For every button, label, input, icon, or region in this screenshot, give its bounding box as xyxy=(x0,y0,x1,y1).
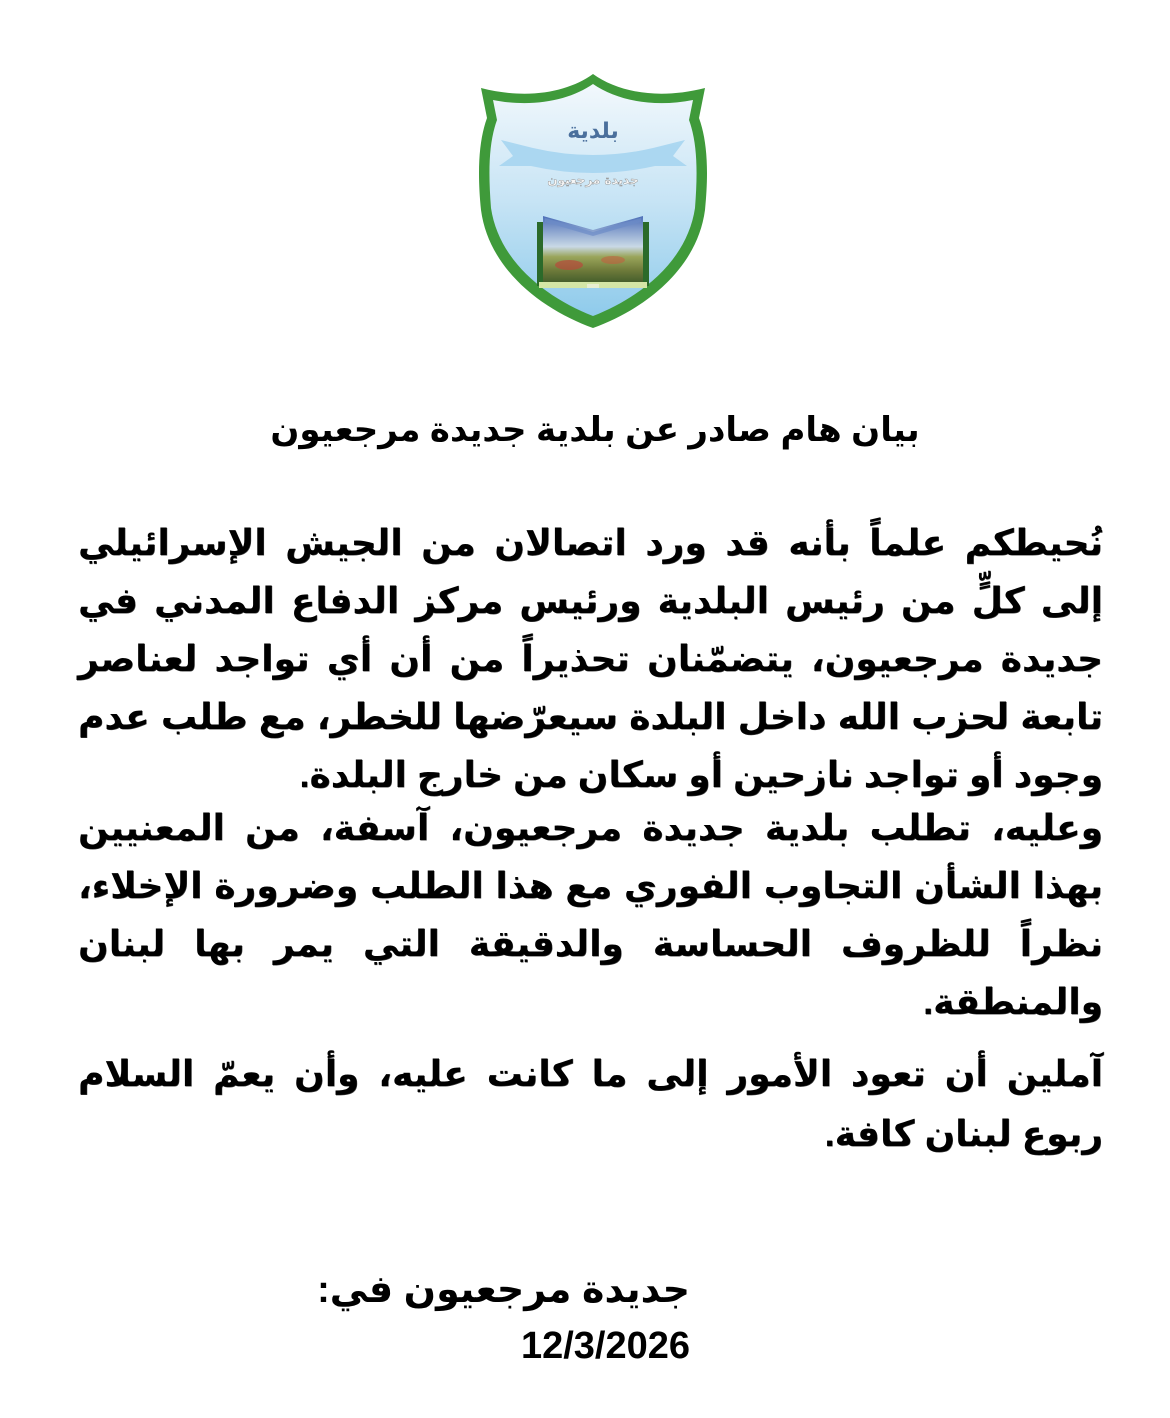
shield-emblem-icon xyxy=(473,70,713,332)
statement-title: بيان هام صادر عن بلدية جديدة مرجعيون xyxy=(270,411,920,449)
signature-date: 12/3/2026 xyxy=(520,1325,690,1367)
signature-place-label: جديدة مرجعيون في: xyxy=(317,1269,690,1311)
logo-top-text: بلدية xyxy=(567,119,619,144)
signature-line xyxy=(170,1262,690,1374)
statement-paragraph-2: وعليه، تطلب بلدية جديدة مرجعيون، آسفة، من المعنيين بهذا الشأن التجاوب الفوري مع هذا الطلب وضرورة الإخلاء، نظراً للظروف الحساسة والدقيقة التي يمر بها لبنان والمنطقة. xyxy=(78,807,1103,1022)
municipality-logo xyxy=(473,70,713,332)
logo-ribbon-text: جديدة مرجعيون xyxy=(547,173,639,187)
statement-paragraph-3: آملين أن تعود الأمور إلى ما كانت عليه، وأن يعمّ السلام ربوع لبنان كافة. xyxy=(78,1053,1103,1154)
statement-paragraph-1: نُحيطكم علماً بأنه قد ورد اتصالان من الجيش الإسرائيلي إلى كلٍّ من رئيس البلدية ورئيس مركز الدفاع المدني في جديدة مرجعيون، يتضمّنان تحذيراً من أن أي تواجد لعناصر تابعة لحزب الله داخل البلدة سيعرّضها للخطر، مع طلب عدم وجود أو تواجد نازحين أو سكان من خارج البلدة. xyxy=(78,522,1103,795)
